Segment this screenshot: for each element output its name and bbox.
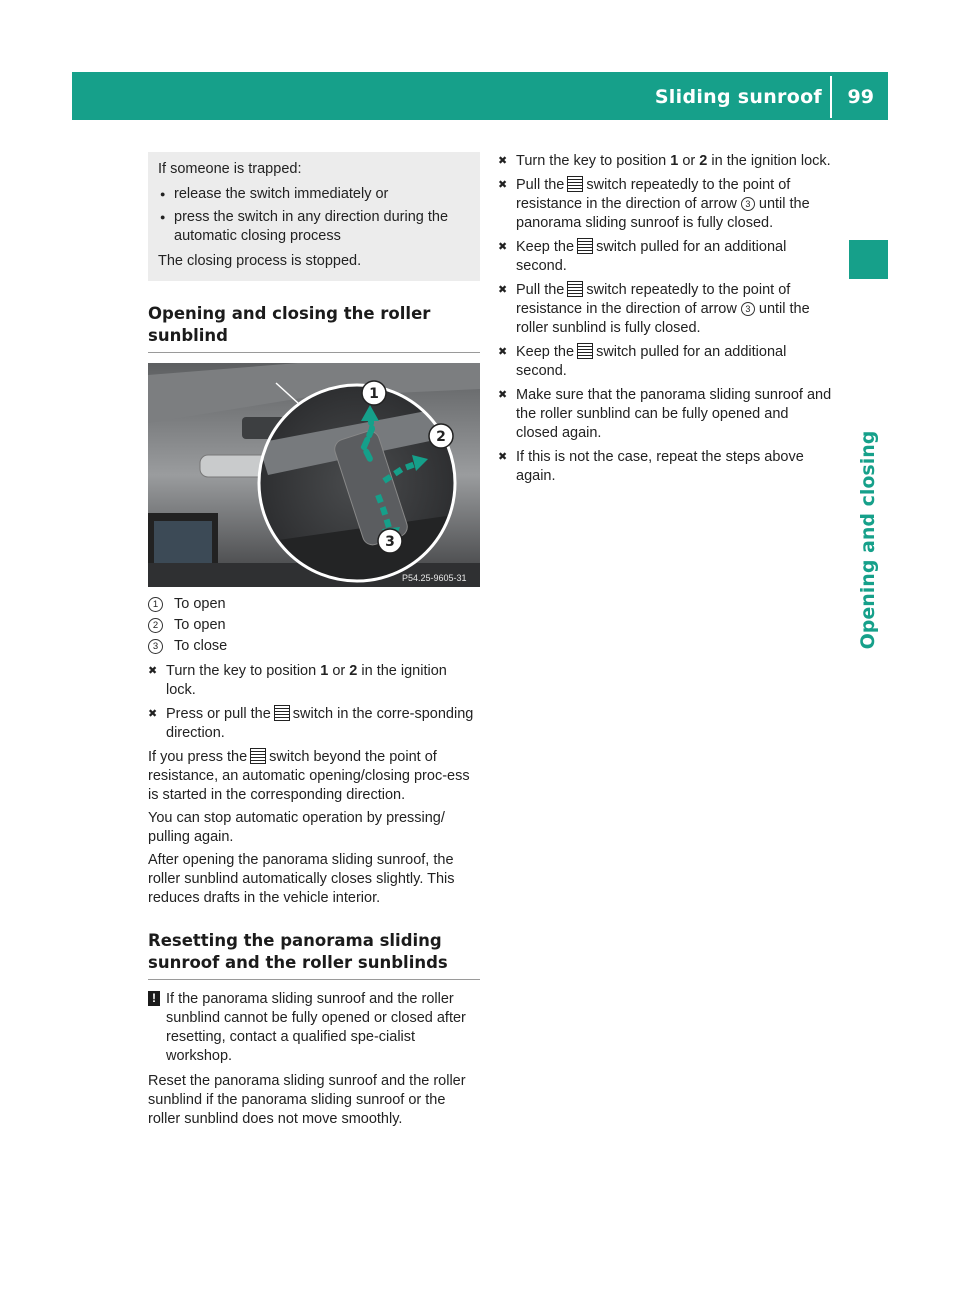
sunblind-switch-icon	[250, 748, 266, 764]
step-text: switch in the corre-sponding direction.	[166, 706, 474, 741]
legend-number: 3	[148, 639, 163, 654]
sunblind-switch-icon	[567, 281, 583, 297]
section-heading-resetting: Resetting the panorama sliding sunroof and the roller sunblinds	[148, 930, 480, 980]
para-text: If you press the	[148, 749, 248, 765]
step-text: until the panorama sliding sunroof is fully closed.	[516, 196, 810, 231]
sunblind-switch-icon	[577, 238, 593, 254]
legend-text: To open	[174, 617, 226, 633]
sunblind-switch-icon	[577, 343, 593, 359]
sunblind-switch-icon	[274, 705, 290, 721]
arrow-number: 3	[741, 197, 755, 211]
step-text: switch repeatedly to the point of resistance in the direction of arrow	[516, 177, 791, 212]
header-title: Sliding sunroof	[654, 86, 822, 108]
step-text: Turn the key to position	[166, 663, 317, 679]
svg-text:3: 3	[385, 534, 395, 550]
side-tab-marker	[849, 240, 888, 279]
svg-text:2: 2	[436, 429, 446, 445]
step-text: Keep the	[516, 239, 575, 255]
warning-icon: !	[148, 991, 160, 1006]
legend-item	[148, 616, 480, 635]
arrow-number: 3	[741, 302, 755, 316]
paragraph: After opening the panorama sliding sunroof, the roller sunblind automatically closes slightly. This reduces drafts in the vehicle interior.	[148, 852, 455, 906]
left-column	[148, 152, 480, 1133]
trapped-note	[148, 152, 480, 281]
legend-number: 2	[148, 618, 163, 633]
instruction-step	[498, 176, 834, 233]
step-text: Press or pull the	[166, 706, 271, 722]
paragraph: Reset the panorama sliding sunroof and the roller sunblind if the panorama sliding sunroof or the roller sunblind does not move smoothly.	[148, 1073, 466, 1127]
callout-1	[362, 381, 386, 405]
sunblind-switch-icon	[567, 176, 583, 192]
sunblind-switch-figure	[148, 363, 480, 587]
legend-text: To open	[174, 596, 226, 612]
legend-number: 1	[148, 597, 163, 612]
section-heading-sunblind: Opening and closing the roller sunblind	[148, 303, 480, 353]
warning-text: If the panorama sliding sunroof and the roller sunblind cannot be fully opened or closed after resetting, contact a qualified spe-cialist workshop.	[166, 991, 466, 1064]
figure-code: P54.25-9605-31	[402, 573, 467, 583]
instruction-step	[498, 281, 834, 338]
instruction-step: ✖ If this is not the case, repeat the steps above again.	[498, 448, 834, 486]
right-column	[498, 152, 834, 491]
step-text: in the ignition lock.	[711, 153, 831, 169]
key-position: 1	[670, 153, 679, 169]
instruction-step	[498, 238, 834, 276]
step-text: or	[682, 153, 696, 169]
note-bullet: ● release the switch immediately or	[158, 185, 472, 204]
legend-text: To close	[174, 638, 228, 654]
step-text: until the roller sunblind is fully closed.	[516, 301, 810, 336]
step-text: switch pulled for an additional second.	[516, 344, 787, 379]
step-text: Turn the key to position	[516, 153, 667, 169]
sunblind-switch-illustration	[148, 363, 480, 587]
header-divider	[830, 76, 832, 118]
instruction-step	[498, 343, 834, 381]
instruction-step	[148, 662, 480, 700]
warning-note	[148, 990, 480, 1066]
svg-text:1: 1	[369, 386, 379, 402]
note-intro: If someone is trapped:	[158, 161, 302, 177]
step-text: switch pulled for an additional second.	[516, 239, 787, 274]
header-bar	[72, 72, 888, 120]
instruction-step	[148, 705, 480, 743]
step-text: in the ignition lock.	[166, 663, 447, 698]
step-text: Pull the	[516, 282, 565, 298]
para-text: switch beyond the point of resistance, an automatic opening/closing proc-ess is started in the corresponding direction.	[148, 749, 470, 803]
legend-item	[148, 595, 480, 614]
callout-2	[429, 424, 453, 448]
page-number: 99	[847, 86, 874, 108]
paragraph	[148, 748, 480, 805]
key-position: 2	[699, 153, 708, 169]
legend-item	[148, 637, 480, 656]
instruction-step	[498, 152, 834, 171]
key-position: 2	[349, 663, 358, 679]
callout-3	[378, 529, 402, 553]
step-text: or	[332, 663, 346, 679]
step-text: Pull the	[516, 177, 565, 193]
note-outro: The closing process is stopped.	[158, 253, 362, 269]
note-bullet: ● press the switch in any direction during the automatic closing process	[158, 208, 472, 246]
instruction-step: ✖ Make sure that the panorama sliding sunroof and the roller sunblind can be fully opened and closed again.	[498, 386, 834, 443]
paragraph: You can stop automatic operation by pressing/ pulling again.	[148, 810, 445, 845]
side-chapter-label: Opening and closing	[857, 430, 879, 650]
step-text: Keep the	[516, 344, 575, 360]
step-text: switch repeatedly to the point of resistance in the direction of arrow	[516, 282, 791, 317]
key-position: 1	[320, 663, 329, 679]
